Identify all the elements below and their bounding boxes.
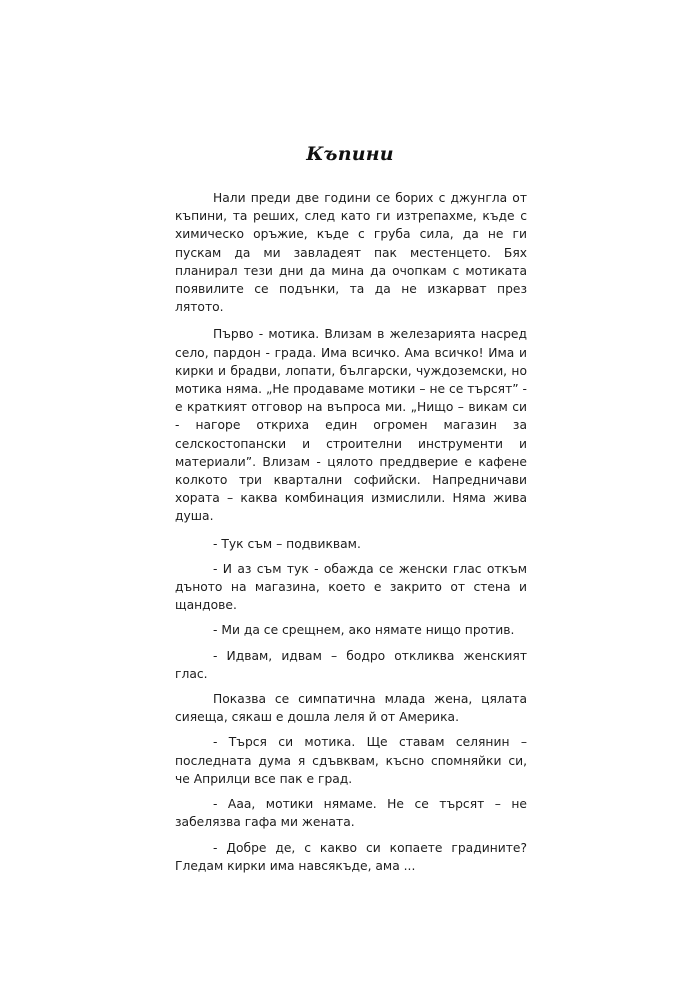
- dialogue-line: - Идвам, идвам – бодро откликва женският глас.: [175, 648, 527, 681]
- dialogue-line: - И аз съм тук - обажда се женски глас откъм дъното на магазина, което е закрито от стена и щандове.: [175, 561, 527, 613]
- dialogue-line: - Тук съм – подвиквам.: [213, 536, 361, 551]
- dialogue-line: - Добре де, с какво си копаете градините? Гледам кирки има навсякъде, ама ...: [175, 840, 527, 873]
- dialogue-line: - Ми да се срещнем, ако нямате нищо против.: [213, 623, 515, 638]
- paragraph: Първо - мотика. Влизам в железарията насред село, пардон - града. Има всичко. Ама всичко! Има и кирки и брадви, лопати, български, чуждоземски, но мотика няма. „Не продаваме мотики – не се търсят” - е краткият отговор на въпроса ми. „Нищо – викам си - нагоре откриха един огромен магазин за селскостопански и строителни инструменти и материали”. Влизам - цялото преддверие е кафене колкото три квартални софийски. Напредничави хората – каква комбинация измислили. Няма жива душа.: [175, 327, 527, 524]
- page-title: Къпини: [306, 143, 394, 165]
- dialogue-line: - Ааа, мотики нямаме. Не се търсят – не забелязва гафа ми жената.: [175, 797, 527, 830]
- paragraph: Нали преди две години се борих с джунгла от къпини, та реших, след като ги изтрепахме, къде с химическо оръжие, къде с груба сила, да не ги пускам да ми завладеят пак местенцето. Бях планирал тези дни да мина да очопкам с мотиката появилите се подънки, та да не изкарват през лятото.: [175, 191, 527, 315]
- dialogue-line: - Търся си мотика. Ще ставам селянин – последната дума я сдъвквам, късно спомняйки си, че Априлци все пак е град.: [175, 735, 527, 786]
- story-body: [175, 189, 527, 882]
- paragraph: Показва се симпатична млада жена, цялата сияеща, сякаш е дошла леля й от Америка.: [175, 692, 527, 725]
